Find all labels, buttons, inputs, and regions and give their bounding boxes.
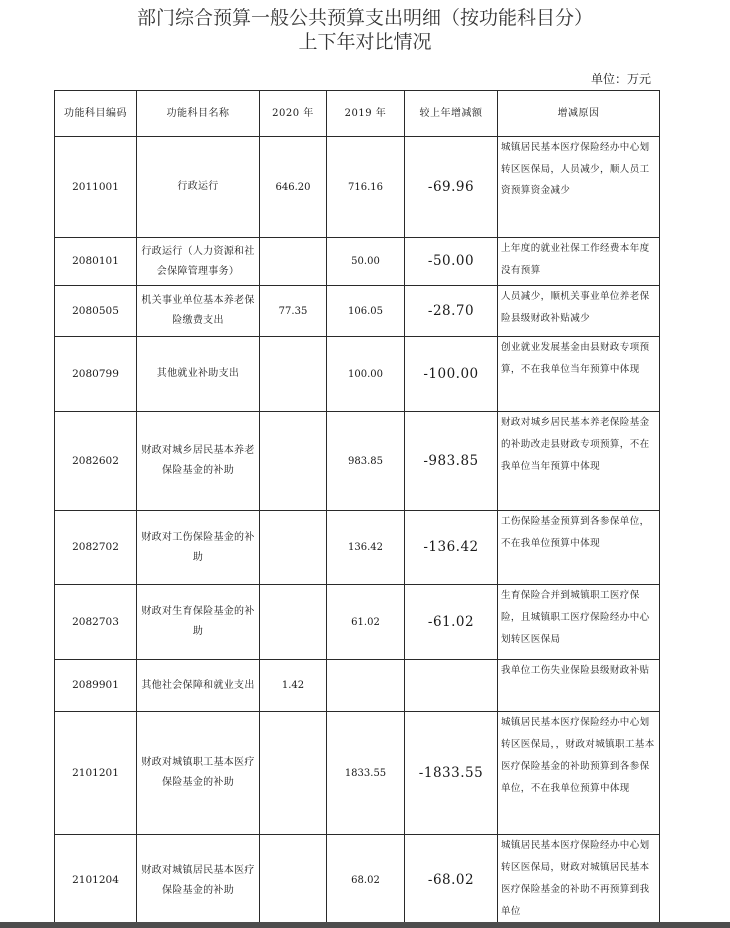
row-name: 财政对城乡居民基本养老保险基金的补助 bbox=[137, 412, 260, 511]
header-code: 功能科目编码 bbox=[55, 91, 137, 137]
row-code: 2101204 bbox=[55, 835, 137, 927]
row-reason: 生育保险合并到城镇职工医疗保险，且城镇职工医疗保险经办中心划转区医保局 bbox=[498, 585, 660, 660]
row-change: -69.96 bbox=[405, 137, 498, 238]
row-code: 2082602 bbox=[55, 412, 137, 511]
row-change bbox=[405, 660, 498, 712]
row-2020: 646.20 bbox=[260, 137, 327, 238]
row-name: 财政对城镇职工基本医疗保险基金的补助 bbox=[137, 712, 260, 835]
row-2020 bbox=[260, 585, 327, 660]
document-subtitle: 上下年对比情况 bbox=[298, 31, 432, 53]
row-2019: 983.85 bbox=[327, 412, 405, 511]
row-change: -68.02 bbox=[405, 835, 498, 927]
header-change: 较上年增减额 bbox=[405, 91, 498, 137]
row-code: 2080101 bbox=[55, 238, 137, 286]
table-row bbox=[55, 412, 660, 511]
row-2020 bbox=[260, 835, 327, 927]
bottom-edge-bar bbox=[0, 922, 730, 928]
header-reason: 增减原因 bbox=[498, 91, 660, 137]
header-2020: 2020 年 bbox=[260, 91, 327, 137]
row-reason: 城镇居民基本医疗保险经办中心划转区医保局，，财政对城镇职工基本医疗保险基金的补助预算到各参保单位，不在我单位预算中体现 bbox=[498, 712, 660, 835]
row-2020 bbox=[260, 511, 327, 585]
table-header-row bbox=[55, 91, 660, 137]
row-reason: 创业就业发展基金由县财政专项预算，不在我单位当年预算中体现 bbox=[498, 337, 660, 412]
row-reason: 我单位工伤失业保险县级财政补贴 bbox=[498, 660, 660, 712]
table-row bbox=[55, 511, 660, 585]
table-row bbox=[55, 337, 660, 412]
row-2020 bbox=[260, 337, 327, 412]
row-reason: 工伤保险基金预算到各参保单位，不在我单位预算中体现 bbox=[498, 511, 660, 585]
row-change: -28.70 bbox=[405, 286, 498, 337]
table-row bbox=[55, 286, 660, 337]
row-2020 bbox=[260, 238, 327, 286]
row-2020 bbox=[260, 712, 327, 835]
header-2019: 2019 年 bbox=[327, 91, 405, 137]
row-change: -136.42 bbox=[405, 511, 498, 585]
row-2019: 1833.55 bbox=[327, 712, 405, 835]
row-code: 2089901 bbox=[55, 660, 137, 712]
table-row bbox=[55, 712, 660, 835]
row-name: 其他社会保障和就业支出 bbox=[137, 660, 260, 712]
table-row bbox=[55, 238, 660, 286]
row-2019: 716.16 bbox=[327, 137, 405, 238]
row-2020: 1.42 bbox=[260, 660, 327, 712]
document-title: 部门综合预算一般公共预算支出明细（按功能科目分） bbox=[136, 7, 593, 29]
row-change: -983.85 bbox=[405, 412, 498, 511]
row-name: 财政对城镇居民基本医疗保险基金的补助 bbox=[137, 835, 260, 927]
row-reason: 城镇居民基本医疗保险经办中心划转区医保局，财政对城镇居民基本医疗保险基金的补助不再预算到我单位 bbox=[498, 835, 660, 927]
row-name: 行政运行 bbox=[137, 137, 260, 238]
row-reason: 上年度的就业社保工作经费本年度没有预算 bbox=[498, 238, 660, 286]
row-2019: 100.00 bbox=[327, 337, 405, 412]
row-2019: 106.05 bbox=[327, 286, 405, 337]
row-2020 bbox=[260, 412, 327, 511]
table-row bbox=[55, 660, 660, 712]
row-reason: 人员减少，顺机关事业单位养老保险县级财政补贴减少 bbox=[498, 286, 660, 337]
row-2019 bbox=[327, 660, 405, 712]
row-2019: 50.00 bbox=[327, 238, 405, 286]
row-code: 2080799 bbox=[55, 337, 137, 412]
budget-comparison-table bbox=[54, 90, 660, 927]
table-row bbox=[55, 835, 660, 927]
row-name: 机关事业单位基本养老保险缴费支出 bbox=[137, 286, 260, 337]
row-2019: 68.02 bbox=[327, 835, 405, 927]
row-name: 其他就业补助支出 bbox=[137, 337, 260, 412]
row-change: -50.00 bbox=[405, 238, 498, 286]
row-change: -1833.55 bbox=[405, 712, 498, 835]
unit-label: 单位：万元 bbox=[591, 72, 652, 86]
header-name: 功能科目名称 bbox=[137, 91, 260, 137]
row-code: 2082702 bbox=[55, 511, 137, 585]
row-2019: 136.42 bbox=[327, 511, 405, 585]
row-change: -100.00 bbox=[405, 337, 498, 412]
row-name: 财政对工伤保险基金的补助 bbox=[137, 511, 260, 585]
row-code: 2101201 bbox=[55, 712, 137, 835]
row-change: -61.02 bbox=[405, 585, 498, 660]
row-2020: 77.35 bbox=[260, 286, 327, 337]
row-code: 2080505 bbox=[55, 286, 137, 337]
row-name: 行政运行（人力资源和社会保障管理事务） bbox=[137, 238, 260, 286]
row-code: 2011001 bbox=[55, 137, 137, 238]
row-code: 2082703 bbox=[55, 585, 137, 660]
row-2019: 61.02 bbox=[327, 585, 405, 660]
row-reason: 城镇居民基本医疗保险经办中心划转区医保局，人员减少，顺人员工资预算资金减少 bbox=[498, 137, 660, 238]
row-reason: 财政对城乡居民基本养老保险基金的补助改走县财政专项预算，不在我单位当年预算中体现 bbox=[498, 412, 660, 511]
table-row bbox=[55, 137, 660, 238]
table-row bbox=[55, 585, 660, 660]
row-name: 财政对生育保险基金的补助 bbox=[137, 585, 260, 660]
